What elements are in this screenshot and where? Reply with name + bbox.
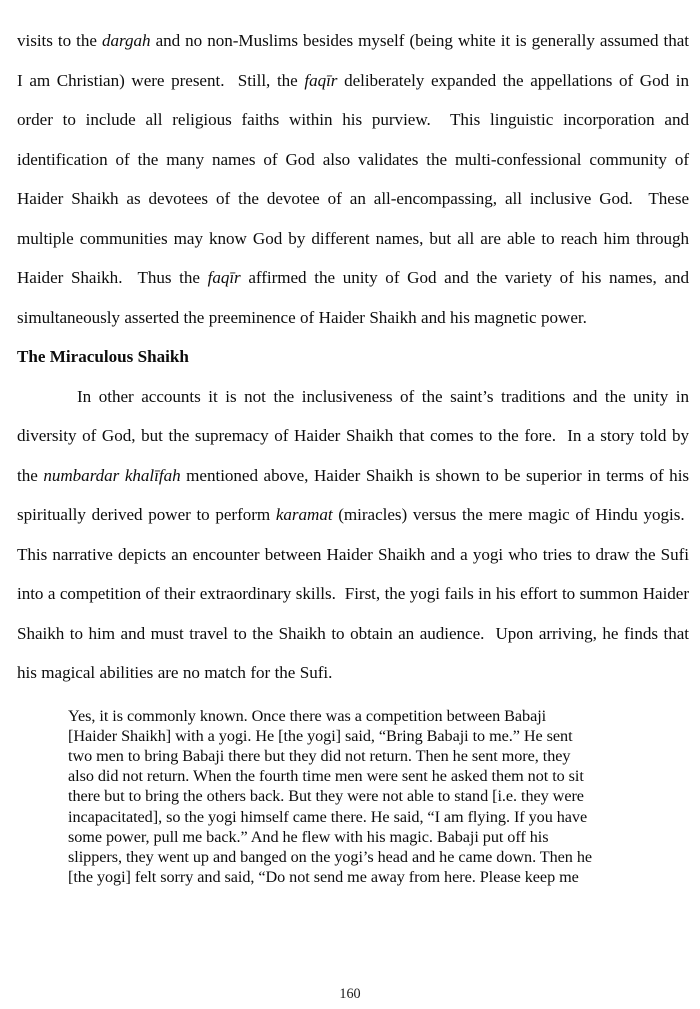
text-column <box>17 21 689 887</box>
section-heading: The Miraculous Shaikh <box>17 347 189 366</box>
quote-line: there but to bring the others back. But they were not able to stand [i.e. they were <box>68 787 584 806</box>
italic-term-karamat: karamat <box>275 505 333 524</box>
quote-line: two men to bring Babaji there but they did not return. Then he sent more, they <box>68 746 571 765</box>
quote-line: some power, pull me back.” And he flew with his magic. Babaji put off his <box>68 827 549 846</box>
italic-term-dargah: dargah <box>102 31 151 50</box>
block-quote <box>17 706 668 888</box>
paragraph-inclusive-god: visits to the dargah and no non-Muslims besides myself (being white it is generally assumed that I am Christian) were present. Still, the faqīr deliberately expanded the appellations of God in order to include all religious faiths within his purview. This linguistic incorporation and identification of the many names of God also validates the multi-confessional community of Haider Shaikh as devotees of the devotee of an all-encompassing, all inclusive God. These multiple communities may know God by different names, but all are able to reach him through Haider Shaikh. Thus the faqīr affirmed the unity of God and the variety of his names, and simultaneously asserted the preeminence of Haider Shaikh and his magnetic power. <box>17 31 690 327</box>
quote-spacer <box>17 693 689 706</box>
quote-line: [the yogi] felt sorry and said, “Do not send me away from here. Please keep me <box>68 868 579 887</box>
paragraph-miraculous-shaikh: In other accounts it is not the inclusiveness of the saint’s traditions and the unity in diversity of God, but the supremacy of Haider Shaikh that comes to the fore. In a story told by the numbardar khalīfah mentioned above, Haider Shaikh is shown to be superior in terms of his spiritually derived power to perform karamat (miracles) versus the mere magic of Hindu yogis. This narrative depicts an encounter between Haider Shaikh and a yogi who tries to draw the Sufi into a competition of their extraordinary skills. First, the yogi fails in his effort to summon Haider Shaikh to him and must travel to the Shaikh to obtain an audience. Upon arriving, he finds that his magical abilities are no match for the Sufi. <box>17 386 690 682</box>
italic-term-faqir-2: faqīr <box>207 268 241 287</box>
quote-line: [Haider Shaikh] with a yogi. He [the yogi] said, “Bring Babaji to me.” He sent <box>68 726 573 745</box>
quote-line: incapacitated], so the yogi himself came there. He said, “I am flying. If you have <box>68 807 588 826</box>
quote-line: also did not return. When the fourth time men were sent he asked them not to sit <box>68 767 584 786</box>
italic-term-numbardar-khalifah: numbardar khalīfah <box>43 465 181 485</box>
quote-line: Yes, it is commonly known. Once there was a competition between Babaji <box>68 706 547 725</box>
quote-line: slippers, they went up and banged on the yogi’s head and he came down. Then he <box>68 847 593 866</box>
italic-term-faqir: faqīr <box>304 70 338 90</box>
page-number: 160 <box>339 986 361 1002</box>
